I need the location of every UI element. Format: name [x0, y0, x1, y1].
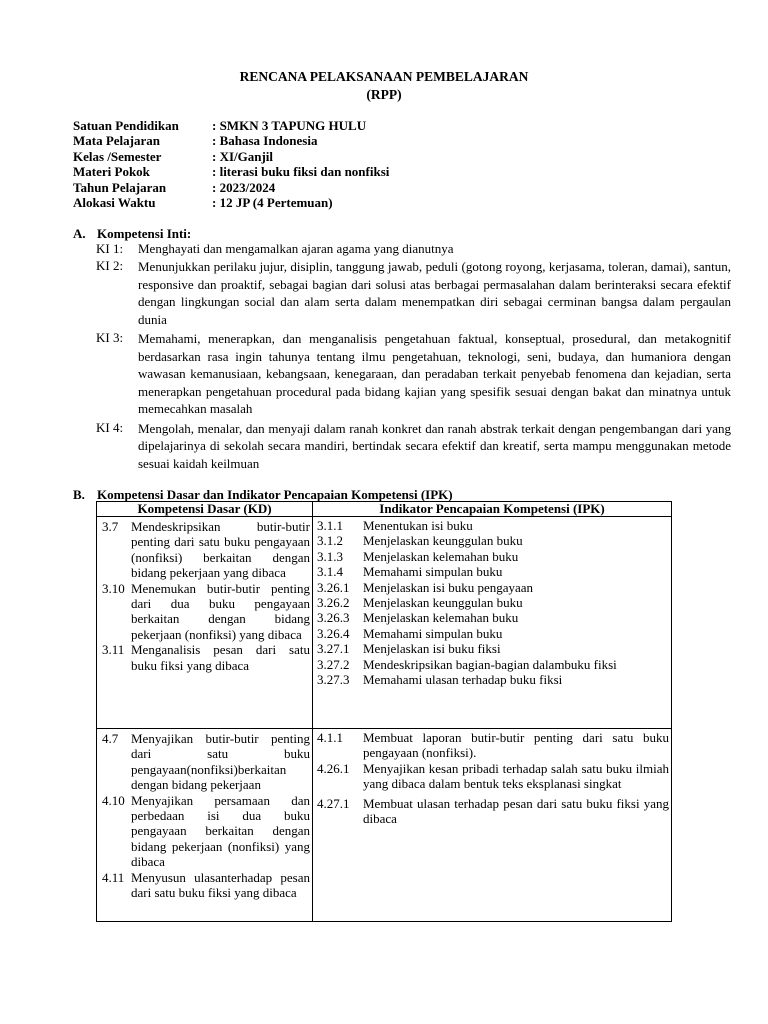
- kd-number: 4.11: [102, 869, 125, 885]
- identity-label: Kelas /Semester: [73, 148, 162, 164]
- identity-value: : SMKN 3 TAPUNG HULU: [212, 118, 367, 133]
- kd-text: Mendeskripsikan butir-butir penting dari satu buku pengayaan (nonfiksi) berkaitan dengan bidang pekerjaan yang dibaca: [131, 519, 310, 581]
- ipk-text: Memahami simpulan buku: [363, 625, 503, 641]
- section-a-heading: [73, 226, 191, 242]
- ipk-text: Menjelaskan isi buku pengayaan: [363, 579, 534, 595]
- ipk-item: [317, 595, 669, 610]
- ipk-number: 3.1.4: [317, 564, 343, 580]
- ki-item: [96, 420, 731, 473]
- ipk-item: [317, 672, 669, 687]
- section-letter: A.: [73, 226, 86, 241]
- ipk-item: [317, 564, 669, 579]
- ki-number: KI 4:: [96, 419, 124, 435]
- ipk-item: [317, 641, 669, 656]
- identity-block: [73, 118, 389, 210]
- kd-number: 3.10: [102, 580, 125, 596]
- kd-item: [102, 581, 310, 643]
- ipk-text: Memahami simpulan buku: [363, 564, 503, 580]
- ki-text: Menghayati dan mengamalkan ajaran agama yang dianutnya: [138, 241, 454, 256]
- kd-number: 4.7: [102, 731, 119, 746]
- document-subtitle: (RPP): [366, 87, 402, 102]
- kd-text: Menganalisis pesan dari satu buku fiksi yang dibaca: [131, 642, 310, 673]
- kd-number: 4.10: [102, 792, 125, 808]
- ki-number: KI 3:: [96, 330, 124, 345]
- ipk-item: [317, 796, 669, 827]
- kd-item: [102, 870, 310, 901]
- ipk-text: Menentukan isi buku: [363, 518, 473, 533]
- identity-value: : literasi buku fiksi dan nonfiksi: [212, 164, 390, 180]
- ipk-text: Memahami ulasan terhadap buku fiksi: [363, 672, 563, 688]
- ipk-item: [317, 610, 669, 625]
- kd-cell: [97, 729, 313, 922]
- identity-row-materi: [73, 164, 389, 179]
- kd-item: [102, 731, 310, 793]
- ipk-text: Membuat ulasan terhadap pesan dari satu buku fiksi yang dibaca: [363, 795, 669, 827]
- ipk-number: 4.27.1: [317, 795, 350, 811]
- ki-number: KI 1:: [96, 241, 124, 256]
- ki-number: KI 2:: [96, 258, 124, 273]
- kd-item: [102, 519, 310, 581]
- kd-cell: [97, 517, 313, 729]
- kd-text: Menemukan butir-butir penting dari dua buku pengayaan berkaitan dengan bidang pekerjaan (nonfiksi) yang dibaca: [131, 580, 310, 642]
- ipk-number: 3.26.1: [317, 579, 350, 595]
- identity-value: : 12 JP (4 Pertemuan): [212, 194, 333, 210]
- kd-item: [102, 642, 310, 673]
- ki-item: [96, 330, 731, 418]
- ipk-cell: [313, 729, 672, 922]
- ipk-text: Menjelaskan keunggulan buku: [363, 533, 523, 549]
- ki-text: Memahami, menerapkan, dan menganalisis pengetahuan faktual, konseptual, prosedural, dan metakognitif berdasarkan rasa ingin tahunya tentang ilmu pengetahuan, teknologi, seni, budaya, dan humaniora dengan wawasan kemanusiaan, kebangsaan, kenegaraan, dan peradaban terkait penyebab fenomena dan kejadian, serta menerapkan pengetahuan procedural pada bidang kajian yang spesifik sesuai dengan bakat dan minatnya untuk memecahkan masalah: [138, 331, 731, 416]
- kd-number: 3.11: [102, 642, 125, 658]
- ipk-item: [317, 761, 669, 792]
- ipk-text: Menjelaskan isi buku fiksi: [363, 641, 501, 657]
- ipk-item: [317, 626, 669, 641]
- ipk-number: 3.1.2: [317, 533, 343, 549]
- ipk-text: Menyajikan kesan pribadi terhadap salah satu buku ilmiah yang dibaca dalam bentuk teks eksplanasi singkat: [363, 760, 669, 792]
- kd-text: Menyusun ulasanterhadap pesan dari satu buku fiksi yang dibaca: [131, 869, 310, 901]
- kd-number: 3.7: [102, 519, 119, 534]
- section-letter: B.: [73, 487, 85, 502]
- identity-label: Satuan Pendidikan: [73, 118, 179, 133]
- identity-row-kelas: [73, 149, 389, 164]
- ipk-text: Menjelaskan kelemahan buku: [363, 548, 519, 564]
- ipk-column-header: Indikator Pencapaian Kompetensi (IPK): [313, 502, 672, 517]
- identity-label: Alokasi Waktu: [73, 194, 156, 210]
- ipk-text: Menjelaskan kelemahan buku: [363, 610, 519, 626]
- ipk-number: 3.27.1: [317, 641, 350, 657]
- identity-value: : Bahasa Indonesia: [212, 133, 318, 149]
- ipk-number: 4.1.1: [317, 730, 343, 745]
- ipk-text: Menjelaskan keunggulan buku: [363, 595, 523, 611]
- section-title: Kompetensi Dasar dan Indikator Pencapaian Kompetensi (IPK): [97, 487, 453, 502]
- table-header-row: [97, 502, 672, 517]
- ipk-number: 3.26.2: [317, 595, 350, 611]
- ipk-item: [317, 580, 669, 595]
- identity-row-alokasi: [73, 195, 389, 210]
- identity-row-satuan: [73, 118, 389, 133]
- ki-list: [96, 241, 731, 472]
- table-row: [97, 729, 672, 922]
- identity-label: Tahun Pelajaran: [73, 179, 167, 195]
- document-title: RENCANA PELAKSANAAN PEMBELAJARAN: [239, 69, 529, 84]
- ipk-item: [317, 549, 669, 564]
- ipk-text: Mendeskripsikan bagian-bagian dalambuku fiksi: [363, 656, 617, 672]
- ki-item: [96, 258, 731, 328]
- ipk-number: 3.27.2: [317, 656, 350, 672]
- ki-text: Menunjukkan perilaku jujur, disiplin, tanggung jawab, peduli (gotong royong, kerjasama, toleran, damai), santun, responsive dan proaktif, sebagai bagian dari solusi atas berbagai permasalahan dalam berinteraksi secara efektif dengan lingkungan social dan alam serta dalam menempatkan diri sebagai cerminan bangsa dalam pergaulan dunia: [138, 259, 731, 327]
- kd-ipk-table: [96, 501, 672, 922]
- ipk-number: 3.26.3: [317, 610, 350, 626]
- ipk-item: [317, 657, 669, 672]
- ipk-number: 4.26.1: [317, 760, 350, 776]
- ipk-number: 3.1.3: [317, 548, 343, 564]
- ki-text: Mengolah, menalar, dan menyaji dalam ranah konkret dan ranah abstrak terkait dengan pengembangan dari yang dipelajarinya di sekolah secara mandiri, bertindak secara efektif dan kreatif, serta mampu menggunakan metode sesuai kaidah keilmuan: [138, 420, 731, 471]
- ipk-number: 3.27.3: [317, 672, 350, 688]
- identity-row-tahun: [73, 180, 389, 195]
- ipk-text: Membuat laporan butir-butir penting dari satu buku pengayaan (nonfiksi).: [363, 730, 669, 761]
- identity-value: : 2023/2024: [212, 179, 276, 195]
- ipk-item: [317, 533, 669, 548]
- identity-label: Materi Pokok: [73, 164, 150, 180]
- identity-value: : XI/Ganjil: [212, 148, 274, 164]
- kd-column-header: Kompetensi Dasar (KD): [97, 502, 313, 517]
- kd-text: Menyajikan persamaan dan perbedaan isi dua buku pengayaan berkaitan dengan bidang pekerjaan (nonfiksi) yang dibaca: [131, 792, 310, 870]
- identity-row-mapel: [73, 133, 389, 148]
- ipk-item: [317, 730, 669, 761]
- ipk-number: 3.1.1: [317, 518, 343, 533]
- ipk-number: 3.26.4: [317, 625, 350, 641]
- table-row: [97, 517, 672, 729]
- kd-item: [102, 793, 310, 870]
- ipk-cell: [313, 517, 672, 729]
- ki-item: [96, 241, 731, 258]
- ipk-item: [317, 518, 669, 533]
- section-title: Kompetensi Inti:: [97, 226, 192, 241]
- kd-text: Menyajikan butir-butir penting dari satu buku pengayaan(nonfiksi)berkaitan dengan bidang pekerjaan: [131, 731, 310, 793]
- identity-label: Mata Pelajaran: [73, 133, 161, 149]
